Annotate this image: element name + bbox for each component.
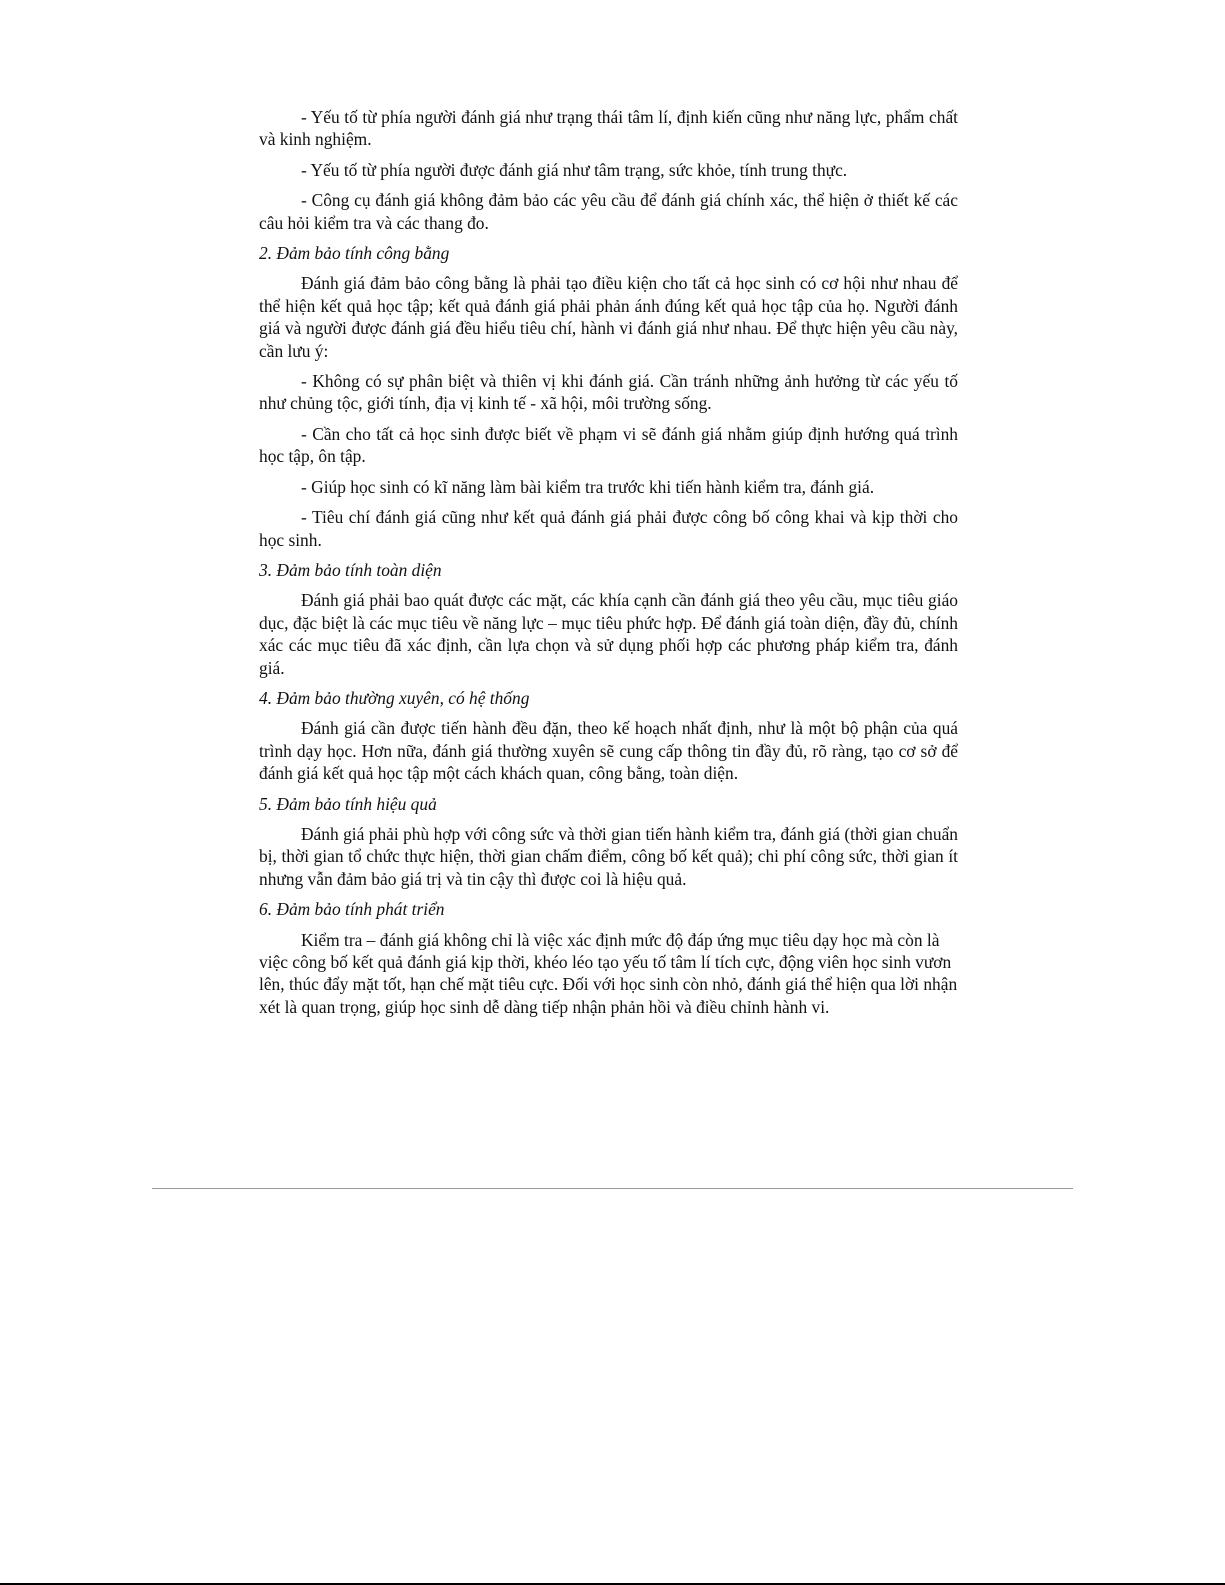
heading-regularity: 4. Đảm bảo thường xuyên, có hệ thống xyxy=(259,687,530,708)
heading-development: 6. Đảm bảo tính phát triển xyxy=(259,899,445,920)
paragraph-public-criteria: - Tiêu chí đánh giá cũng như kết quả đánh giá phải được công bố công khai và kịp thời cho học sinh. xyxy=(259,507,958,550)
paragraph-scope-known: - Cần cho tất cả học sinh được biết về phạm vi sẽ đánh giá nhằm giúp định hướng quá trình học tập, ôn tập. xyxy=(259,423,958,467)
paragraph-evaluator-factors: - Yếu tố từ phía người đánh giá như trạng thái tâm lí, định kiến cũng như năng lực, phẩm chất và kinh nghiệm. xyxy=(259,107,958,150)
page-body xyxy=(259,106,958,1026)
paragraph-test-skills: - Giúp học sinh có kĩ năng làm bài kiểm tra trước khi tiến hành kiểm tra, đánh giá. xyxy=(301,476,875,497)
paragraph-comprehensiveness: Đánh giá phải bao quát được các mặt, các khía cạnh cần đánh giá theo yêu cầu, mục tiêu giáo dục, đặc biệt là các mục tiêu về năng lực – mục tiêu phức hợp. Để đánh giá toàn diện, đầy đủ, chính xác các mục tiêu đã xác định, cần lựa chọn và sử dụng phối hợp các phương pháp kiểm tra, đánh giá. xyxy=(259,590,958,678)
heading-fairness: 2. Đảm bảo tính công bằng xyxy=(259,243,450,264)
paragraph-assessment-tools: - Công cụ đánh giá không đảm bảo các yêu cầu để đánh giá chính xác, thể hiện ở thiết kế các câu hỏi kiểm tra và các thang đo. xyxy=(259,190,958,233)
page-separator-line xyxy=(152,1188,1073,1189)
heading-effectiveness: 5. Đảm bảo tính hiệu quả xyxy=(259,793,437,814)
paragraph-no-discrimination: - Không có sự phân biệt và thiên vị khi đánh giá. Cần tránh những ảnh hưởng từ các yếu tố như chủng tộc, giới tính, địa vị kinh tế - xã hội, môi trường sống. xyxy=(259,371,958,414)
paragraph-effectiveness: Đánh giá phải phù hợp với công sức và thời gian tiến hành kiểm tra, đánh giá (thời gian chuẩn bị, thời gian tổ chức thực hiện, thời gian chấm điểm, công bố kết quả); chi phí công sức, thời gian ít nhưng vẫn đảm bảo giá trị và tin cậy thì được coi là hiệu quả. xyxy=(259,823,958,889)
paragraph-evaluee-factors: - Yếu tố từ phía người được đánh giá như tâm trạng, sức khỏe, tính trung thực. xyxy=(301,159,848,180)
paragraph-fairness-intro: Đánh giá đảm bảo công bằng là phải tạo điều kiện cho tất cả học sinh có cơ hội như nhau để thể hiện kết quả học tập; kết quả đánh giá phải phản ánh đúng kết quả học tập của họ. Người đánh giá và người được đánh giá đều hiểu tiêu chí, hành vi đánh giá như nhau. Để thực hiện yêu cầu này, cần lưu ý: xyxy=(259,273,958,361)
paragraph-development: Kiểm tra – đánh giá không chỉ là việc xác định mức độ đáp ứng mục tiêu dạy học mà còn là việc công bố kết quả đánh giá kịp thời, khéo léo tạo yếu tố tâm lí tích cực, động viên học sinh vươn lên, thúc đẩy mặt tốt, hạn chế mặt tiêu cực. Đối với học sinh còn nhỏ, đánh giá thể hiện qua lời nhận xét là quan trọng, giúp học sinh dễ dàng tiếp nhận phản hồi và điều chỉnh hành vi. xyxy=(259,929,958,1017)
paragraph-regularity: Đánh giá cần được tiến hành đều đặn, theo kế hoạch nhất định, như là một bộ phận của quá trình dạy học. Hơn nữa, đánh giá thường xuyên sẽ cung cấp thông tin đầy đủ, rõ ràng, tạo cơ sở để đánh giá kết quả học tập một cách khách quan, công bằng, toàn diện. xyxy=(259,718,958,784)
heading-comprehensiveness: 3. Đảm bảo tính toàn diện xyxy=(259,559,442,580)
